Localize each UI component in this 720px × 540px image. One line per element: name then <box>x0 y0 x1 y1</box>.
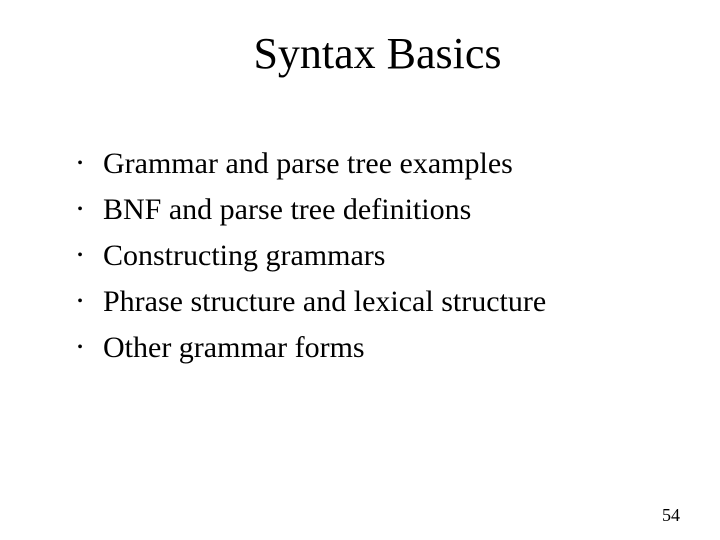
bullet-text: Constructing grammars <box>103 239 386 272</box>
slide-title: Syntax Basics <box>253 29 502 78</box>
bullet-marker: • <box>77 339 83 356</box>
bullet-text: Phrase structure and lexical structure <box>103 285 547 318</box>
bullet-marker: • <box>77 201 83 218</box>
bullet-marker: • <box>77 247 83 264</box>
bullet-text: BNF and parse tree definitions <box>103 193 472 226</box>
bullet-text: Other grammar forms <box>103 331 365 364</box>
bullet-marker: • <box>77 293 83 310</box>
bullet-text: Grammar and parse tree examples <box>103 147 513 180</box>
page-number: 54 <box>662 505 680 525</box>
bullet-marker: • <box>77 155 83 172</box>
